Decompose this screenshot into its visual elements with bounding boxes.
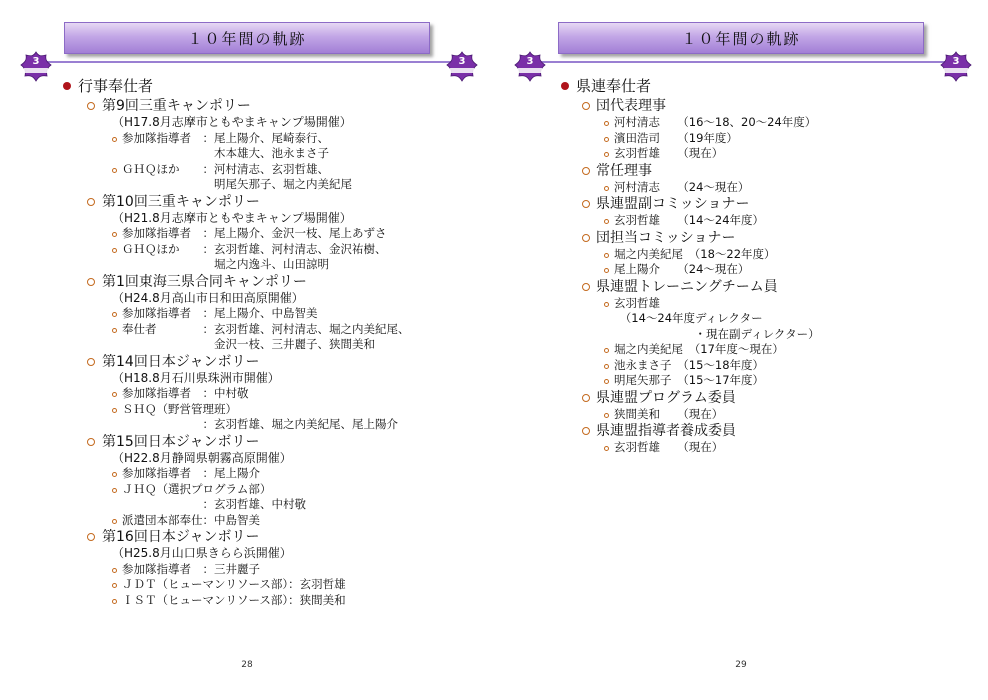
list-item-text: 参加隊指導者 ：中村敬 <box>122 386 249 400</box>
subsection-heading-text: 県連盟トレーニングチーム員 <box>596 278 778 295</box>
bullet-icon <box>561 82 569 90</box>
scout-badge-icon <box>940 50 972 82</box>
small-bullet-icon <box>604 268 609 273</box>
list-item <box>62 242 410 258</box>
list-item <box>62 306 410 322</box>
ring-bullet-icon <box>582 394 590 402</box>
right-content <box>560 76 820 456</box>
small-bullet-icon <box>112 137 117 142</box>
list-item <box>62 577 410 593</box>
subsection-heading-text: 県連盟指導者養成委員 <box>596 423 736 439</box>
section-heading-text: 県連奉仕者 <box>576 77 652 95</box>
small-bullet-icon <box>112 312 117 317</box>
small-bullet-icon <box>112 583 117 588</box>
subsection-heading-text: 県連盟プログラム委員 <box>596 389 736 406</box>
badge-number: 3 <box>952 56 960 67</box>
list-item-text: 参加隊指導者 ：尾上陽介、金沢一枝、尾上あずさ <box>122 226 387 240</box>
list-item-text: 河村清志 （16～18、20～24年度） <box>614 115 817 129</box>
event-detail: （H18.8月石川県珠洲市開催） <box>112 370 280 385</box>
small-bullet-icon <box>604 379 609 384</box>
list-item-text: 池永まさ子 （15～18年度） <box>614 357 765 372</box>
list-item-text: 濱田浩司 （19年度） <box>614 130 738 145</box>
list-item-continuation: 堀之内逸斗、山田諒明 <box>122 257 329 271</box>
section-heading <box>62 76 410 96</box>
list-item <box>62 226 410 242</box>
list-item-continuation: 明尾矢那子、堀之内美紀尾 <box>122 177 352 191</box>
bullet-icon <box>63 82 71 90</box>
page-title <box>64 22 430 54</box>
list-item <box>560 373 820 389</box>
title-underline <box>534 61 950 63</box>
list-item <box>560 247 820 263</box>
small-bullet-icon <box>112 392 117 397</box>
small-bullet-icon <box>604 219 609 224</box>
list-item <box>560 358 820 374</box>
list-item <box>560 180 820 196</box>
subsection-heading-text: 県連盟副コミッショナー <box>596 196 750 212</box>
ring-bullet-icon <box>87 278 95 286</box>
page-title-text: １０年間の軌跡 <box>187 29 307 48</box>
subsection-heading <box>560 97 820 115</box>
list-item <box>62 562 410 578</box>
list-item-text: 参加隊指導者 ：尾上陽介、中島智美 <box>122 306 318 320</box>
ring-bullet-icon <box>87 358 95 366</box>
small-bullet-icon <box>604 152 609 157</box>
list-item-text: 玄羽哲雄 （現在） <box>614 146 724 160</box>
list-item <box>62 131 410 147</box>
small-bullet-icon <box>604 186 609 191</box>
ring-bullet-icon <box>582 200 590 208</box>
small-bullet-icon <box>112 168 117 173</box>
page-number: 28 <box>241 660 253 670</box>
page-title <box>558 22 924 54</box>
list-item-text: 明尾矢那子 （15～17年度） <box>614 373 765 387</box>
ring-bullet-icon <box>582 427 590 435</box>
small-bullet-icon <box>604 137 609 142</box>
list-item <box>62 386 410 402</box>
list-item <box>62 482 410 498</box>
subsection-heading-text: 団担当コミッショナー <box>596 229 736 246</box>
page-right <box>494 0 988 700</box>
event-detail: （H22.8月静岡県朝霧高原開催） <box>112 450 292 465</box>
list-item-text: 尾上陽介 （24～現在） <box>614 262 750 276</box>
subsection-heading <box>560 389 820 407</box>
subsection-heading-text: 団代表理事 <box>596 98 666 114</box>
list-item-text: 玄羽哲雄 （現在） <box>614 440 724 454</box>
list-item-text: 堀之内美紀尾 （18～22年度） <box>614 246 776 261</box>
list-item-text: 参加隊指導者 ：三井麗子 <box>122 561 260 576</box>
small-bullet-icon <box>112 488 117 493</box>
scout-badge-icon <box>446 50 478 82</box>
small-bullet-icon <box>112 328 117 333</box>
subsection-heading <box>62 353 410 371</box>
small-bullet-icon <box>604 253 609 258</box>
list-item <box>560 342 820 358</box>
list-item-text: 河村清志 （24～現在） <box>614 179 750 194</box>
list-item <box>560 440 820 456</box>
list-item <box>560 131 820 147</box>
list-item <box>560 262 820 278</box>
ring-bullet-icon <box>87 198 95 206</box>
subsection-heading-text: 第16回日本ジャンボリー <box>102 529 260 545</box>
list-item <box>560 407 820 423</box>
small-bullet-icon <box>604 121 609 126</box>
subsection-heading <box>62 97 410 115</box>
ring-bullet-icon <box>87 102 95 110</box>
list-item-text: 玄羽哲雄 （14～24年度） <box>614 213 765 227</box>
list-item <box>560 296 820 312</box>
small-bullet-icon <box>604 446 609 451</box>
list-item-text: 狭間美和 （現在） <box>614 406 724 421</box>
subsection-heading <box>560 162 820 180</box>
list-item-text: ＩＳＴ（ヒューマンリソース部）：狭間美和 <box>122 592 346 607</box>
list-item-text: 派遣団本部奉仕：中島智美 <box>122 512 260 527</box>
list-item-text: 参加隊指導者 ：尾上陽介 <box>122 466 260 480</box>
small-bullet-icon <box>604 348 609 353</box>
title-underline <box>40 61 456 63</box>
badge-number: 3 <box>458 56 466 67</box>
subsection-heading-text: 第9回三重キャンポリー <box>102 98 251 114</box>
page-number: 29 <box>735 660 747 670</box>
small-bullet-icon <box>112 519 117 524</box>
list-item <box>62 402 410 418</box>
page-title-text: １０年間の軌跡 <box>681 29 801 48</box>
list-item-continuation: 木本雄大、池永まさ子 <box>122 146 329 160</box>
section-heading-text: 行事奉仕者 <box>78 77 154 95</box>
list-item <box>560 115 820 131</box>
list-item-continuation: ：玄羽哲雄、中村敬 <box>122 497 306 511</box>
event-detail: （H24.8月高山市日和田高原開催） <box>112 290 304 305</box>
badge-number: 3 <box>526 56 534 67</box>
list-item-text: 参加隊指導者 ：尾上陽介、尾崎泰行、 <box>122 130 329 145</box>
subsection-heading-text: 第15回日本ジャンボリー <box>102 433 260 450</box>
subsection-heading <box>62 193 410 211</box>
list-item-continuation: 金沢一枝、三井麗子、狭間美和 <box>122 337 375 351</box>
subsection-heading-text: 常任理事 <box>596 162 652 179</box>
small-bullet-icon <box>604 364 609 369</box>
small-bullet-icon <box>112 472 117 477</box>
list-item-text: ＧＨＱほか ：河村清志、玄羽哲雄、 <box>122 161 329 176</box>
badge-number: 3 <box>32 56 40 67</box>
list-item-continuation: （14～24年度ディレクター <box>614 311 763 325</box>
scout-badge-icon <box>514 50 546 82</box>
list-item <box>62 593 410 609</box>
list-item <box>62 162 410 178</box>
ring-bullet-icon <box>582 167 590 175</box>
list-item-continuation: ：玄羽哲雄、堀之内美紀尾、尾上陽介 <box>122 417 398 431</box>
small-bullet-icon <box>604 302 609 307</box>
subsection-heading <box>560 229 820 247</box>
list-item <box>62 466 410 482</box>
subsection-heading-text: 第10回三重キャンポリー <box>102 193 260 210</box>
event-detail: （H21.8月志摩市ともやまキャンプ場開催） <box>112 210 352 225</box>
ring-bullet-icon <box>582 234 590 242</box>
subsection-heading <box>560 278 820 296</box>
list-item <box>560 213 820 229</box>
event-detail: （H25.8月山口県きらら浜開催） <box>112 546 292 560</box>
subsection-heading <box>560 195 820 213</box>
subsection-heading <box>560 422 820 440</box>
subsection-heading-text: 第14回日本ジャンボリー <box>102 353 260 370</box>
list-item-text: ＪＨＱ（選択プログラム部） <box>122 481 272 496</box>
list-item <box>560 146 820 162</box>
list-item-text: 堀之内美紀尾 （17年度～現在） <box>614 342 784 356</box>
ring-bullet-icon <box>582 102 590 110</box>
subsection-heading <box>62 433 410 451</box>
list-item-continuation: ・現在副ディレクター） <box>614 326 820 341</box>
small-bullet-icon <box>112 248 117 253</box>
small-bullet-icon <box>604 413 609 418</box>
scout-badge-icon <box>20 50 52 82</box>
list-item <box>62 322 410 338</box>
subsection-heading <box>62 528 410 546</box>
ring-bullet-icon <box>87 438 95 446</box>
list-item-text: 玄羽哲雄 <box>614 295 660 310</box>
ring-bullet-icon <box>582 283 590 291</box>
list-item <box>62 513 410 529</box>
small-bullet-icon <box>112 599 117 604</box>
list-item-text: ＳＨＱ（野営管理班） <box>122 401 237 416</box>
list-item-text: ＪＤＴ（ヒューマンリソース部）：玄羽哲雄 <box>122 577 346 591</box>
list-item-text: ＧＨＱほか ：玄羽哲雄、河村清志、金沢祐樹、 <box>122 241 387 256</box>
event-detail: （H17.8月志摩市ともやまキャンプ場開催） <box>112 115 352 129</box>
section-heading <box>560 76 820 96</box>
ring-bullet-icon <box>87 533 95 541</box>
left-content <box>62 76 410 608</box>
small-bullet-icon <box>112 568 117 573</box>
subsection-heading <box>62 273 410 291</box>
small-bullet-icon <box>112 232 117 237</box>
subsection-heading-text: 第1回東海三県合同キャンポリー <box>102 273 307 290</box>
small-bullet-icon <box>112 408 117 413</box>
list-item-text: 奉仕者 ：玄羽哲雄、河村清志、堀之内美紀尾、 <box>122 321 410 336</box>
